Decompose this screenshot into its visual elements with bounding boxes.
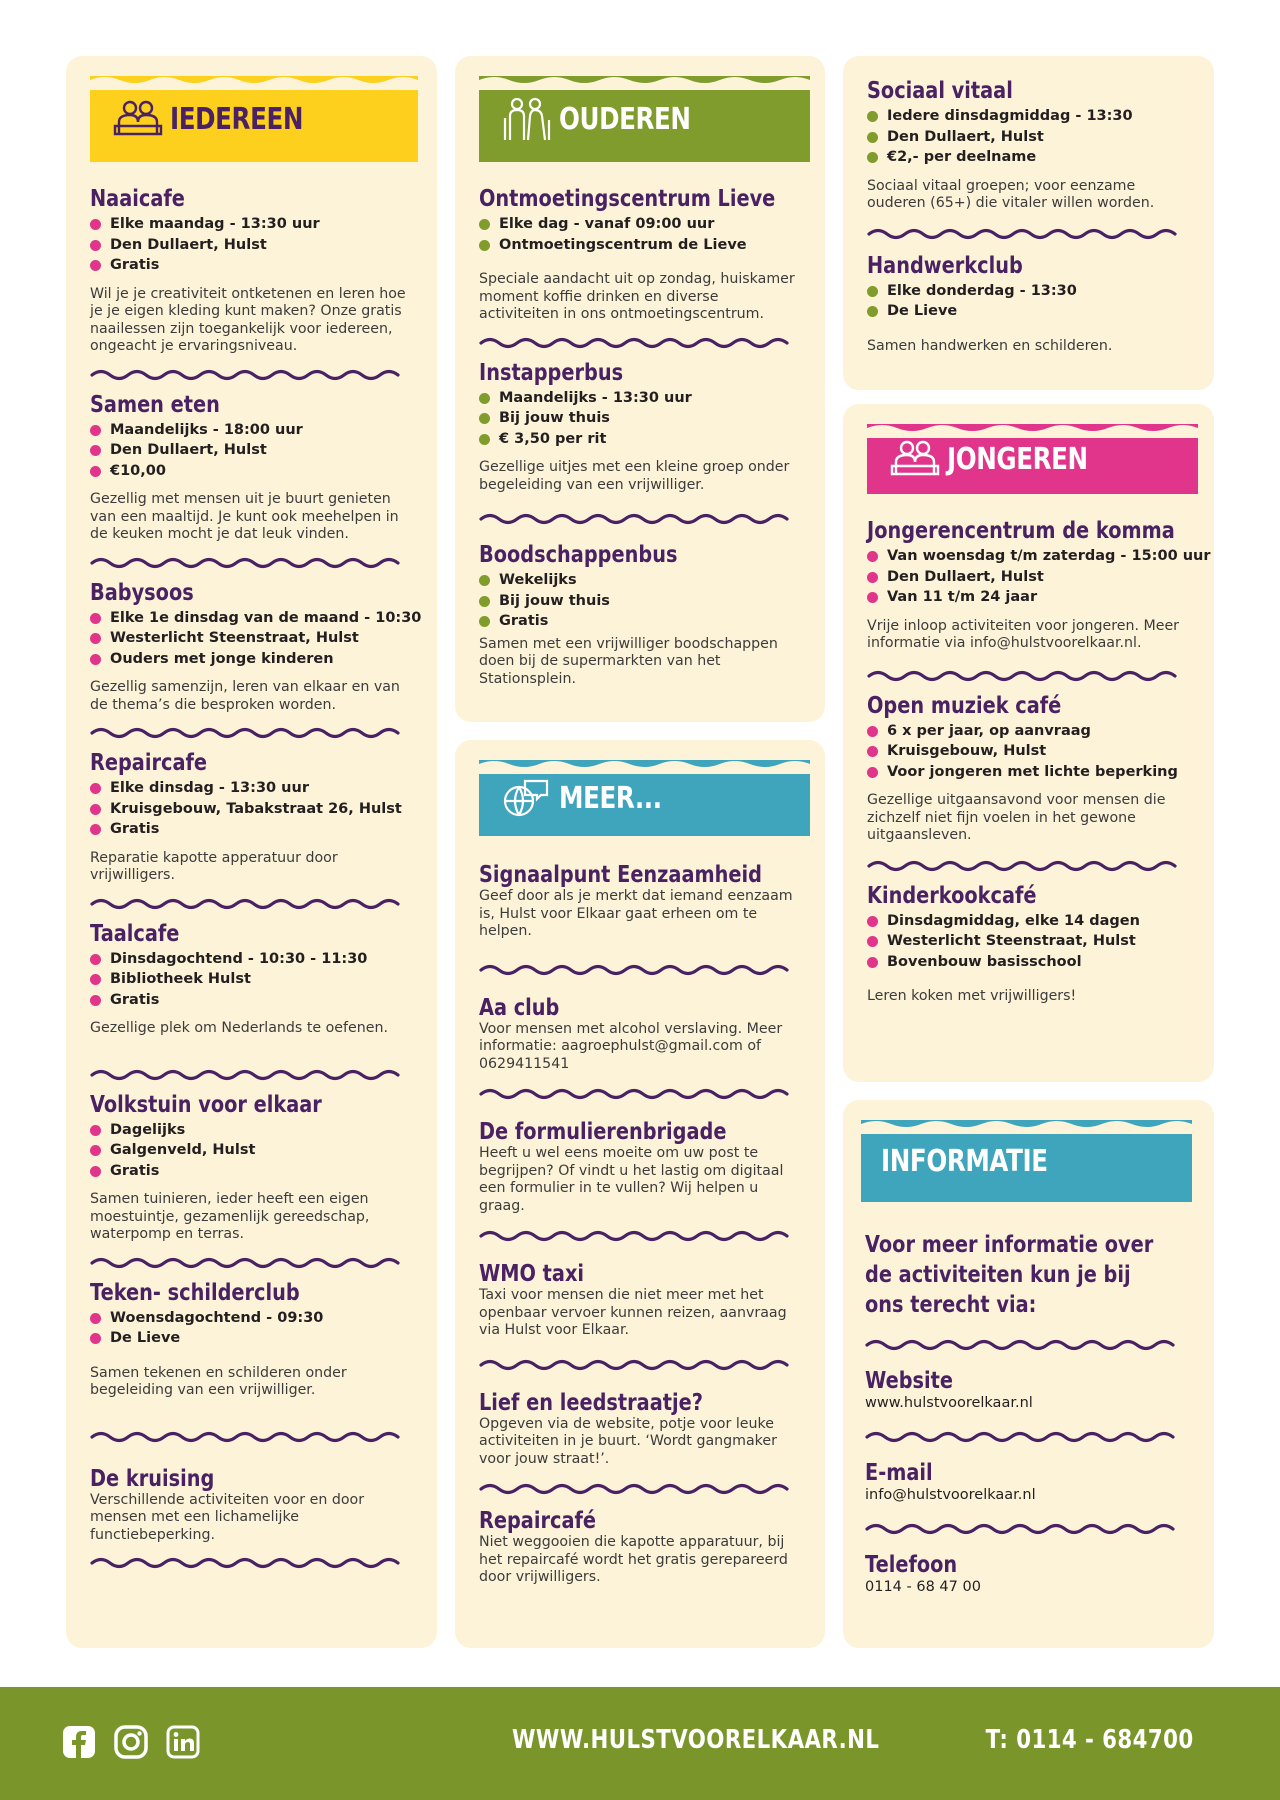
section-title: Handwerkclub — [867, 252, 1023, 279]
section-description: Voor mensen met alcohol verslaving. Meer informatie: aagroephulst@gmail.com of 0629411541 — [479, 1020, 783, 1072]
section-title: Taalcafe — [90, 920, 180, 947]
bullet-item: €2,- per deelname — [867, 147, 1190, 168]
linkedin-icon[interactable] — [166, 1725, 200, 1759]
bullet-item: Maandelijks - 18:00 uur — [90, 420, 413, 441]
repaircafe-section — [90, 750, 413, 885]
lief-en-leedstraatje-section — [479, 1390, 801, 1469]
formulierenbrigade-section — [479, 1119, 801, 1215]
samen-eten-section — [90, 392, 413, 544]
section-title: Signaalpunt Eenzaamheid — [479, 862, 762, 888]
iedereen-panel — [66, 56, 437, 1648]
bullet-item: Den Dullaert, Hulst — [867, 567, 1190, 588]
section-description: Vrije inloop activiteiten voor jongeren. Meer informatie via info@hulstvoorelkaar.nl. — [867, 617, 1180, 651]
de-kruising-section — [90, 1466, 413, 1545]
squiggle-divider — [479, 1482, 791, 1496]
bullet-item: Den Dullaert, Hulst — [867, 127, 1190, 148]
squiggle-divider — [90, 556, 402, 570]
signaalpunt-section — [479, 862, 801, 941]
bullet-item: Wekelijks — [479, 570, 801, 591]
section-description: Verschillende activiteiten voor en door mensen met een lichamelijke functiebeperking. — [90, 1491, 365, 1543]
phone-link[interactable]: 0114 - 68 47 00 — [865, 1579, 981, 1595]
squiggle-divider — [90, 897, 402, 911]
ontmoetingscentrum-section — [479, 186, 801, 324]
squiggle-divider — [90, 1256, 402, 1270]
bullet-item: Bij jouw thuis — [479, 591, 801, 612]
section-title: Babysoos — [90, 579, 194, 606]
bullet-item: Ontmoetingscentrum de Lieve — [479, 235, 801, 256]
section-title: Open muziek café — [867, 692, 1062, 719]
ouderen-banner — [479, 76, 810, 162]
squiggle-divider — [479, 963, 791, 977]
squiggle-divider — [867, 859, 1179, 873]
sociaal-vitaal-section — [867, 78, 1190, 213]
taalcafe-section — [90, 921, 413, 1038]
bullet-item: Gratis — [90, 819, 413, 840]
informatie-banner — [861, 1120, 1192, 1202]
social-icons — [62, 1725, 200, 1759]
bullet-item: Bovenbouw basisschool — [867, 952, 1190, 973]
bullet-item: Voor jongeren met lichte beperking — [867, 762, 1190, 783]
section-description: Gezellige plek om Nederlands te oefenen. — [90, 1020, 388, 1036]
jongeren-title: JONGEREN — [947, 441, 1088, 477]
meer-title: MEER... — [559, 780, 662, 816]
section-title: Ontmoetingscentrum Lieve — [479, 186, 776, 212]
squiggle-divider — [90, 1556, 402, 1570]
section-title: Jongerencentrum de komma — [867, 518, 1175, 544]
bullet-item: Galgenveld, Hulst — [90, 1140, 413, 1161]
section-description: Sociaal vitaal groepen; voor eenzame ouderen (65+) die vitaler willen worden. — [867, 177, 1155, 211]
squiggle-divider — [867, 227, 1179, 241]
section-description: Taxi voor mensen die niet meer met het openbaar vervoer kunnen reizen, aanvraag via Hulst voor Elkaar. — [479, 1287, 787, 1338]
email-link[interactable]: info@hulstvoorelkaar.nl — [865, 1487, 1036, 1503]
section-description: Opgeven via de website, potje voor leuke activiteiten in je buurt. ‘Wordt gangmaker voor jouw straat!’. — [479, 1415, 777, 1467]
bullet-item: Elke 1e dinsdag van de maand - 10:30 — [90, 608, 413, 629]
kinderkookcafe-section — [867, 883, 1190, 1006]
section-title: Naaicafe — [90, 186, 185, 212]
section-title: Repaircafé — [479, 1508, 596, 1534]
bullet-item: Gratis — [90, 990, 413, 1011]
squiggle-divider — [867, 669, 1179, 683]
bullet-item: Van woensdag t/m zaterdag - 15:00 uur — [867, 546, 1190, 567]
bullet-item: Den Dullaert, Hulst — [90, 235, 413, 256]
bullet-item: Elke dag - vanaf 09:00 uur — [479, 214, 801, 235]
iedereen-banner — [90, 76, 418, 162]
phone-label: Telefoon — [865, 1552, 958, 1578]
section-description: Gezellig samenzijn, leren van elkaar en van de thema’s die besproken worden. — [90, 679, 400, 713]
iedereen-title: IEDEREEN — [170, 101, 304, 137]
bullet-item: Gratis — [90, 1161, 413, 1182]
section-title: Aa club — [479, 994, 560, 1021]
jongerencentrum-section — [867, 518, 1211, 653]
bullet-item: Dinsdagochtend - 10:30 - 11:30 — [90, 949, 413, 970]
bullet-item: € 3,50 per rit — [479, 429, 801, 450]
bullet-item: Westerlicht Steenstraat, Hulst — [90, 628, 413, 649]
squiggle-divider — [479, 1358, 791, 1372]
repaircafe-meer-section — [479, 1508, 801, 1587]
bullet-item: Elke maandag - 13:30 uur — [90, 214, 413, 235]
squiggle-divider — [865, 1430, 1177, 1444]
bullet-item: Elke donderdag - 13:30 — [867, 281, 1190, 302]
bullet-item: Elke dinsdag - 13:30 uur — [90, 778, 413, 799]
bullet-item: Maandelijks - 13:30 uur — [479, 388, 801, 409]
bullet-item: Gratis — [479, 611, 801, 632]
section-title: Samen eten — [90, 391, 220, 418]
aa-club-section — [479, 995, 801, 1074]
section-title: Sociaal vitaal — [867, 78, 1013, 104]
footer-phone: T: 0114 - 684700 — [986, 1725, 1194, 1755]
section-title: Volkstuin voor elkaar — [90, 1091, 322, 1118]
jongeren-banner — [867, 424, 1198, 494]
phone-contact — [865, 1552, 1190, 1596]
squiggle-divider — [479, 1087, 791, 1101]
squiggle-divider — [90, 368, 402, 382]
section-description: Reparatie kapotte apperatuur door vrijwilligers. — [90, 849, 338, 883]
squiggle-divider — [90, 1430, 402, 1444]
squiggle-divider — [479, 512, 791, 526]
bullet-item: Woensdagochtend - 09:30 — [90, 1308, 413, 1329]
section-title: De kruising — [90, 1465, 215, 1492]
volkstuin-section — [90, 1092, 413, 1244]
email-contact — [865, 1460, 1190, 1504]
people-icon — [887, 436, 941, 482]
section-title: Teken- schilderclub — [90, 1279, 300, 1306]
bullet-item: Bij jouw thuis — [479, 408, 801, 429]
teken-schilderclub-section — [90, 1280, 413, 1400]
babysoos-section — [90, 579, 422, 715]
wmo-taxi-section — [479, 1261, 801, 1340]
handwerkclub-section — [867, 253, 1190, 356]
squiggle-divider — [479, 1229, 791, 1243]
meer-banner — [479, 760, 810, 836]
section-description: Gezellige uitjes met een kleine groep onder begeleiding van een vrijwilliger. — [479, 459, 790, 493]
section-title: De formulierenbrigade — [479, 1119, 727, 1145]
section-description: Geef door als je merkt dat iemand eenzaam is, Hulst voor Elkaar gaat erheen om te helpen. — [479, 888, 793, 939]
email-label: E-mail — [865, 1460, 933, 1486]
people-icon — [110, 96, 164, 142]
section-title: Boodschappenbus — [479, 542, 678, 568]
bullet-item: De Lieve — [90, 1328, 413, 1349]
section-description: Speciale aandacht uit op zondag, huiskamer moment koffie drinken en diverse activiteiten in ons ontmoetingscentrum. — [479, 271, 795, 322]
bullet-item: 6 x per jaar, op aanvraag — [867, 721, 1190, 742]
section-title: Kinderkookcafé — [867, 882, 1037, 909]
squiggle-divider — [90, 1068, 402, 1082]
facebook-icon[interactable] — [62, 1725, 96, 1759]
bullet-item: Den Dullaert, Hulst — [90, 440, 413, 461]
bullet-item: Kruisgebouw, Tabakstraat 26, Hulst — [90, 799, 413, 820]
bullet-item: Bibliotheek Hulst — [90, 969, 413, 990]
instagram-icon[interactable] — [114, 1725, 148, 1759]
elderly-couple-icon — [499, 96, 553, 142]
naaicafe-section — [90, 186, 413, 356]
footer — [0, 1687, 1280, 1800]
section-description: Samen tuinieren, ieder heeft een eigen moestuintje, gezamenlijk gereedschap, waterpomp en terras. — [90, 1191, 370, 1242]
section-description: Wil je je creativiteit ontketenen en leren hoe je je eigen kleding kunt maken? Onze gratis naailessen zijn toegankelijk voor iedereen, ongeacht je ervaringsniveau. — [90, 285, 406, 354]
ouderen-title: OUDEREN — [559, 101, 691, 137]
open-muziek-cafe-section — [867, 693, 1190, 845]
bullet-item: Dagelijks — [90, 1120, 413, 1141]
bullet-item: Iedere dinsdagmiddag - 13:30 — [867, 106, 1190, 127]
bullet-item: Kruisgebouw, Hulst — [867, 741, 1190, 762]
section-title: Instapperbus — [479, 359, 624, 386]
squiggle-divider — [865, 1522, 1177, 1536]
section-title: WMO taxi — [479, 1261, 585, 1287]
bullet-item: Van 11 t/m 24 jaar — [867, 587, 1190, 608]
bullet-item: De Lieve — [867, 301, 1190, 322]
informatie-intro: Voor meer informatie over de activiteiten kun je bij ons terecht via: — [865, 1232, 1154, 1318]
section-description: Gezellige uitgaansavond voor mensen die zichzelf niet fijn voelen in het gewone uitgaansleven. — [867, 792, 1166, 843]
section-description: Gezellig met mensen uit je buurt genieten van een maaltijd. Je kunt ook meehelpen in de keuken mocht je dat leuk vinden. — [90, 491, 399, 542]
squiggle-divider — [865, 1338, 1177, 1352]
bullet-item: Gratis — [90, 255, 413, 276]
section-title: Lief en leedstraatje? — [479, 1389, 703, 1416]
section-description: Leren koken met vrijwilligers! — [867, 988, 1077, 1004]
jongeren-panel — [843, 404, 1214, 1082]
website-contact — [865, 1368, 1190, 1412]
ouderen-panel — [455, 56, 825, 722]
website-label: Website — [865, 1368, 954, 1394]
section-description: Samen met een vrijwilliger boodschappen doen bij de supermarkten van het Stationsplein. — [479, 635, 778, 687]
chat-globe-icon — [499, 775, 553, 821]
instapperbus-section — [479, 360, 801, 495]
bullet-item: Ouders met jonge kinderen — [90, 649, 413, 670]
boodschappenbus-section — [479, 542, 801, 688]
footer-website-link[interactable]: WWW.HULSTVOORELKAAR.NL — [512, 1725, 880, 1755]
ouderen-extra-panel — [843, 56, 1214, 390]
bullet-item: Westerlicht Steenstraat, Hulst — [867, 931, 1190, 952]
informatie-title: INFORMATIE — [881, 1143, 1048, 1179]
squiggle-divider — [479, 336, 791, 350]
section-title: Repaircafe — [90, 750, 207, 776]
section-description: Samen tekenen en schilderen onder begeleiding van een vrijwilliger. — [90, 1364, 347, 1398]
section-description: Heeft u wel eens moeite om uw post te begrijpen? Of vindt u het lastig om digitaal een formulier in te vullen? Wij helpen u graag. — [479, 1145, 784, 1214]
informatie-panel — [843, 1100, 1214, 1648]
section-description: Niet weggooien die kapotte apparatuur, bij het repaircafé wordt het gratis gerepareerd door vrijwilligers. — [479, 1534, 788, 1585]
section-description: Samen handwerken en schilderen. — [867, 337, 1113, 354]
bullet-item: €10,00 — [90, 461, 413, 482]
meer-panel — [455, 740, 825, 1648]
bullet-item: Dinsdagmiddag, elke 14 dagen — [867, 911, 1190, 932]
website-link[interactable]: www.hulstvoorelkaar.nl — [865, 1395, 1033, 1411]
squiggle-divider — [90, 726, 402, 740]
